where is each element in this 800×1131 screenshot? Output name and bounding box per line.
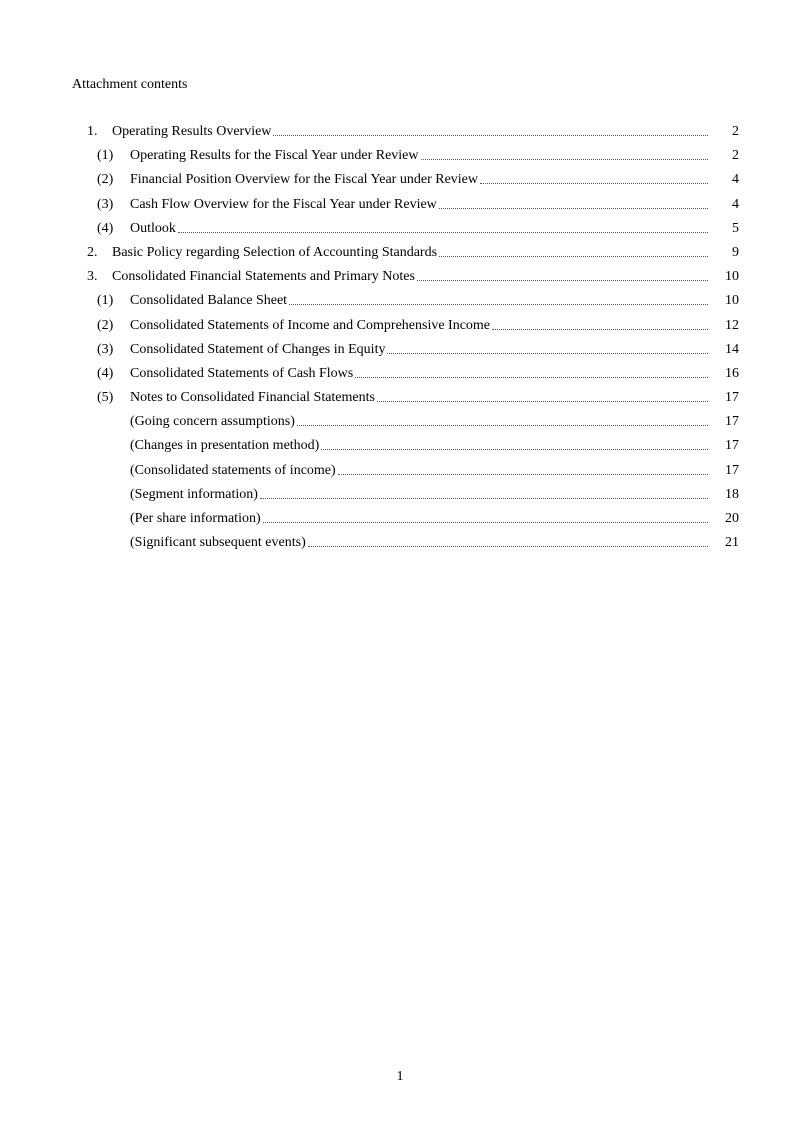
toc-entry-title: (Segment information) xyxy=(130,486,258,502)
toc-entry-page: 10 xyxy=(725,293,739,309)
toc-entry-title-wrap xyxy=(130,389,708,407)
toc-entry[interactable] xyxy=(0,171,800,195)
toc-entry-page: 16 xyxy=(725,365,739,381)
dot-leader xyxy=(492,328,708,330)
dot-leader xyxy=(273,134,708,136)
toc-entry[interactable] xyxy=(0,244,800,268)
dot-leader xyxy=(387,352,708,354)
dot-leader xyxy=(297,424,708,426)
toc-entry-title-wrap xyxy=(130,486,708,504)
toc-entry[interactable] xyxy=(0,486,800,510)
toc-entry[interactable] xyxy=(0,413,800,437)
toc-entry-title: (Significant subsequent events) xyxy=(130,535,306,551)
page-number: 1 xyxy=(396,1069,404,1084)
toc-entry-number: (1) xyxy=(97,293,114,309)
toc-entry-title: Cash Flow Overview for the Fiscal Year under Review xyxy=(130,196,437,212)
toc-entry[interactable] xyxy=(0,462,800,486)
toc-entry-page: 12 xyxy=(725,317,739,333)
toc-entry-number: 2. xyxy=(87,244,98,260)
toc-entry-title: (Per share information) xyxy=(130,511,261,526)
dot-leader xyxy=(439,207,708,209)
toc-entry-title: Consolidated Balance Sheet xyxy=(130,293,288,309)
toc-entry-number: (2) xyxy=(97,317,114,333)
toc-entry-number: (4) xyxy=(97,365,114,381)
dot-leader xyxy=(263,521,708,523)
toc-entry-page: 17 xyxy=(725,414,739,430)
toc-entry-number: (1) xyxy=(97,148,114,164)
toc-entry-title-wrap xyxy=(112,123,708,141)
dot-leader xyxy=(377,400,708,402)
dot-leader xyxy=(480,182,708,184)
toc-entry-title-wrap xyxy=(130,317,708,335)
toc-entry[interactable] xyxy=(0,292,800,316)
dot-leader xyxy=(421,158,709,160)
toc-entry[interactable] xyxy=(0,341,800,365)
toc-entry[interactable] xyxy=(0,268,800,292)
toc-entry-page: 10 xyxy=(725,269,739,285)
toc-entry[interactable] xyxy=(0,437,800,461)
toc-entry-title-wrap xyxy=(130,534,708,552)
toc-entry-page: 17 xyxy=(725,438,739,454)
toc-entry-number: (5) xyxy=(97,390,114,406)
toc-entry-title: Notes to Consolidated Financial Statements xyxy=(130,390,375,406)
toc-entry-title-wrap xyxy=(130,292,708,310)
toc-entry-title: Consolidated Financial Statements and Primary Notes xyxy=(112,269,415,285)
dot-leader xyxy=(321,448,708,450)
toc-entry-title-wrap xyxy=(130,341,708,359)
toc-entry-title-wrap xyxy=(130,147,708,165)
table-of-contents xyxy=(0,123,800,558)
toc-entry-title-wrap xyxy=(130,196,708,214)
toc-entry[interactable] xyxy=(0,389,800,413)
dot-leader xyxy=(308,545,708,547)
toc-entry[interactable] xyxy=(0,123,800,147)
toc-entry[interactable] xyxy=(0,365,800,389)
toc-entry[interactable] xyxy=(0,220,800,244)
toc-entry-title: Financial Position Overview for the Fiscal Year under Review xyxy=(130,172,478,188)
dot-leader xyxy=(338,473,708,475)
toc-entry-page: 9 xyxy=(732,244,739,260)
dot-leader xyxy=(260,497,708,499)
dot-leader xyxy=(289,303,708,305)
dot-leader xyxy=(417,279,708,281)
toc-entry-title: (Going concern assumptions) xyxy=(130,414,295,430)
toc-entry-page: 20 xyxy=(725,511,739,526)
toc-entry-number: 3. xyxy=(87,269,98,285)
toc-entry-page: 14 xyxy=(725,341,739,357)
toc-entry[interactable] xyxy=(0,196,800,220)
toc-entry-title-wrap xyxy=(130,510,708,528)
toc-entry-title-wrap xyxy=(130,220,708,238)
toc-entry[interactable] xyxy=(0,534,800,558)
toc-entry-title-wrap xyxy=(130,437,708,455)
toc-entry-page: 17 xyxy=(725,462,739,478)
toc-entry-number: 1. xyxy=(87,124,98,139)
toc-entry-page: 4 xyxy=(732,172,739,188)
toc-entry-title: Operating Results Overview xyxy=(112,124,272,139)
toc-entry-number: (4) xyxy=(97,220,114,236)
toc-entry[interactable] xyxy=(0,317,800,341)
dot-leader xyxy=(439,255,708,257)
toc-entry-title: (Changes in presentation method) xyxy=(130,438,320,454)
toc-entry[interactable] xyxy=(0,510,800,534)
toc-entry-title: Operating Results for the Fiscal Year under Review xyxy=(130,148,419,164)
toc-entry-page: 18 xyxy=(725,486,739,502)
toc-entry-page: 21 xyxy=(725,535,739,551)
dot-leader xyxy=(178,231,708,233)
toc-entry-title: Consolidated Statements of Cash Flows xyxy=(130,365,354,381)
toc-entry-title: (Consolidated statements of income) xyxy=(130,462,336,478)
toc-entry-page: 5 xyxy=(732,220,739,236)
toc-entry-title: Outlook xyxy=(130,220,176,236)
toc-entry-number: (3) xyxy=(97,341,114,357)
toc-entry-title-wrap xyxy=(130,413,708,431)
toc-entry-page: 17 xyxy=(725,390,739,406)
toc-entry-number: (3) xyxy=(97,196,114,212)
toc-entry-title: Consolidated Statements of Income and Comprehensive Income xyxy=(130,317,491,333)
toc-entry-title: Basic Policy regarding Selection of Accounting Standards xyxy=(112,244,438,260)
page-title: Attachment contents xyxy=(72,77,188,92)
toc-entry-title-wrap xyxy=(112,268,708,286)
toc-entry-title-wrap xyxy=(130,171,708,189)
dot-leader xyxy=(355,376,708,378)
toc-entry-page: 4 xyxy=(732,196,739,212)
toc-entry[interactable] xyxy=(0,147,800,171)
toc-entry-title: Consolidated Statement of Changes in Equity xyxy=(130,341,386,357)
toc-entry-title-wrap xyxy=(130,462,708,480)
toc-entry-page: 2 xyxy=(732,148,739,164)
toc-entry-title-wrap xyxy=(112,244,708,262)
toc-entry-number: (2) xyxy=(97,172,114,188)
toc-entry-title-wrap xyxy=(130,365,708,383)
toc-entry-page: 2 xyxy=(732,124,739,139)
